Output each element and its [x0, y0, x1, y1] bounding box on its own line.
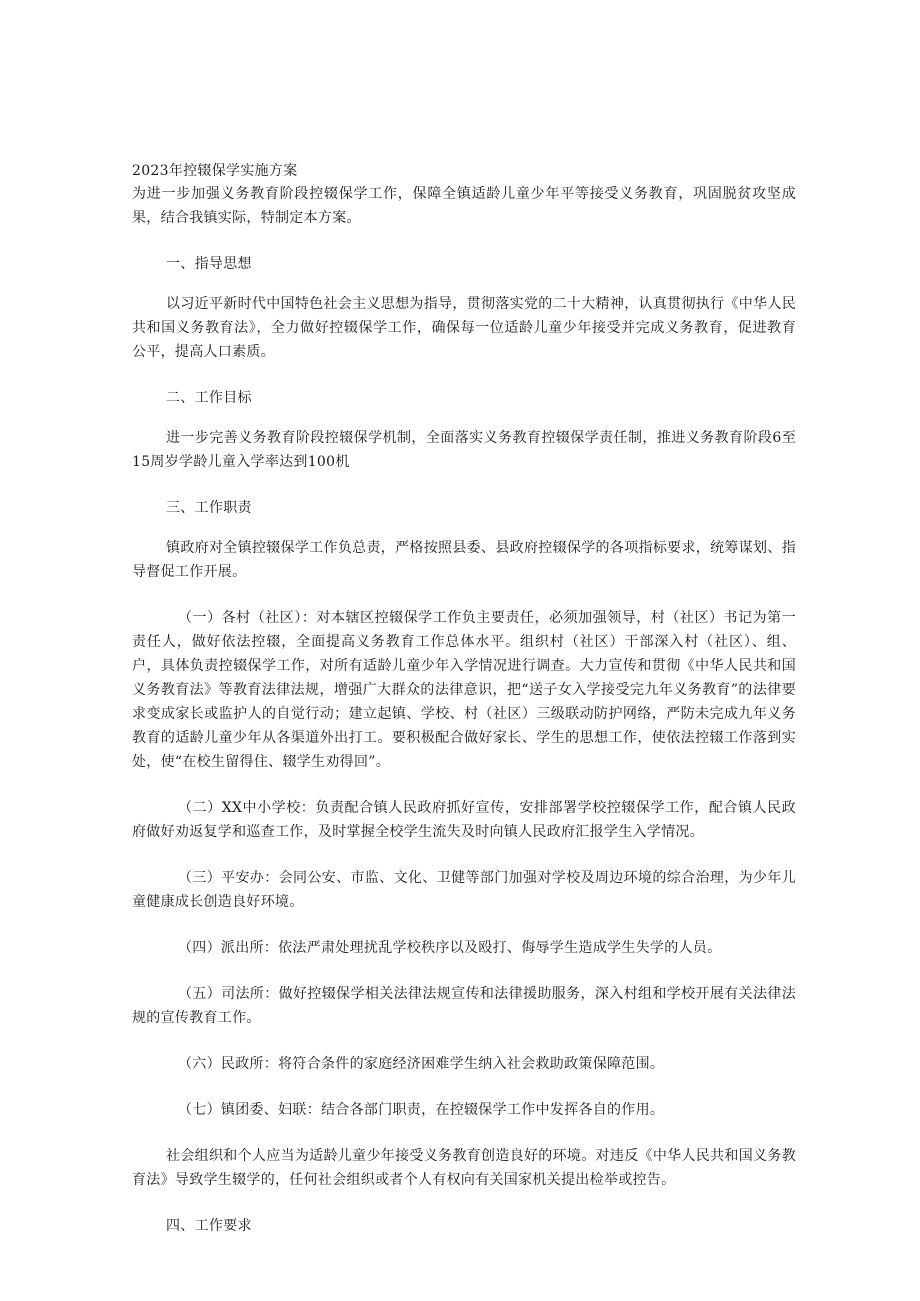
responsibility-item: （六）民政所：将符合条件的家庭经济困难学生纳入社会救助政策保障范围。: [178, 1056, 665, 1072]
section-heading-work-requirements: 四、工作要求: [166, 1218, 252, 1234]
responsibility-item: （四）派出所：依法严肃处理扰乱学校秩序以及殴打、侮辱学生造成学生失学的人员。: [178, 940, 722, 956]
responsibility-item: （七）镇团委、妇联：结合各部门职责，在控辍保学工作中发挥各自的作用。: [178, 1102, 665, 1118]
responsibility-item: （二）XX中小学校：负责配合镇人民政府抓好宣传，安排部署学校控辍保学工作，配合镇人民政府做好劝返复学和巡查工作，及时掌握全校学生流失及时向镇人民政府汇报学生入学情况。: [132, 800, 796, 840]
responsibility-item: （三）平安办：会同公安、市监、文化、卫健等部门加强对学校及周边环境的综合治理，为少年儿童健康成长创造良好环境。: [132, 870, 796, 910]
closing-paragraph: 社会组织和个人应当为适龄儿童少年接受义务教育创造良好的环境。对违反《中华人民共和国义务教育法》导致学生辍学的，任何社会组织或者个人有权向有关国家机关提出检举或控告。: [132, 1148, 796, 1188]
section-paragraph: 镇政府对全镇控辍保学工作负总责，严格按照县委、县政府控辍保学的各项指标要求，统筹谋划、指导督促工作开展。: [132, 540, 796, 580]
responsibility-item: （一）各村（社区）：对本辖区控辍保学工作负主要责任，必须加强领导，村（社区）书记为第一责任人，做好依法控辍，全面提高义务教育工作总体水平。组织村（社区）干部深入村（社区）、组、户，具体负责控辍保学工作，对所有适龄儿童少年入学情况进行调查。大力宣传和贯彻《中华人民共和国义务教育法》等教育法律法规，增强广大群众的法律意识，把“送子女入学接受完九年义务教育”的法律要求变成家长或监护人的自觉行动；建立起镇、学校、村（社区）三级联动防护网络，严防未完成九年义务教育的适龄儿童少年从各渠道外出打工。要积极配合做好家长、学生的思想工作，使依法控辍工作落到实处，使“在校生留得住、辍学生劝得回”。: [132, 610, 796, 770]
intro-paragraph: 为进一步加强义务教育阶段控辍保学工作，保障全镇适龄儿童少年平等接受义务教育，巩固脱贫攻坚成果，结合我镇实际，特制定本方案。: [132, 186, 796, 226]
section-paragraph: 以习近平新时代中国特色社会主义思想为指导，贯彻落实党的二十大精神，认真贯彻执行《中华人民共和国义务教育法》，全力做好控辍保学工作，确保每一位适龄儿童少年接受并完成义务教育，促进教育公平，提高人口素质。: [132, 296, 796, 360]
section-paragraph: 进一步完善义务教育阶段控辍保学机制，全面落实义务教育控辍保学责任制，推进义务教育阶段6至15周岁学龄儿童入学率达到100机: [132, 430, 796, 470]
document-title: 2023年控辍保学实施方案: [132, 163, 298, 179]
document-body: [132, 160, 796, 1254]
section-heading-responsibilities: 三、工作职责: [166, 500, 252, 516]
responsibility-item: （五）司法所：做好控辍保学相关法律法规宣传和法律援助服务，深入村组和学校开展有关法律法规的宣传教育工作。: [132, 986, 796, 1026]
section-heading-guiding-ideology: 一、指导思想: [166, 256, 252, 272]
section-heading-work-goals: 二、工作目标: [166, 390, 252, 406]
